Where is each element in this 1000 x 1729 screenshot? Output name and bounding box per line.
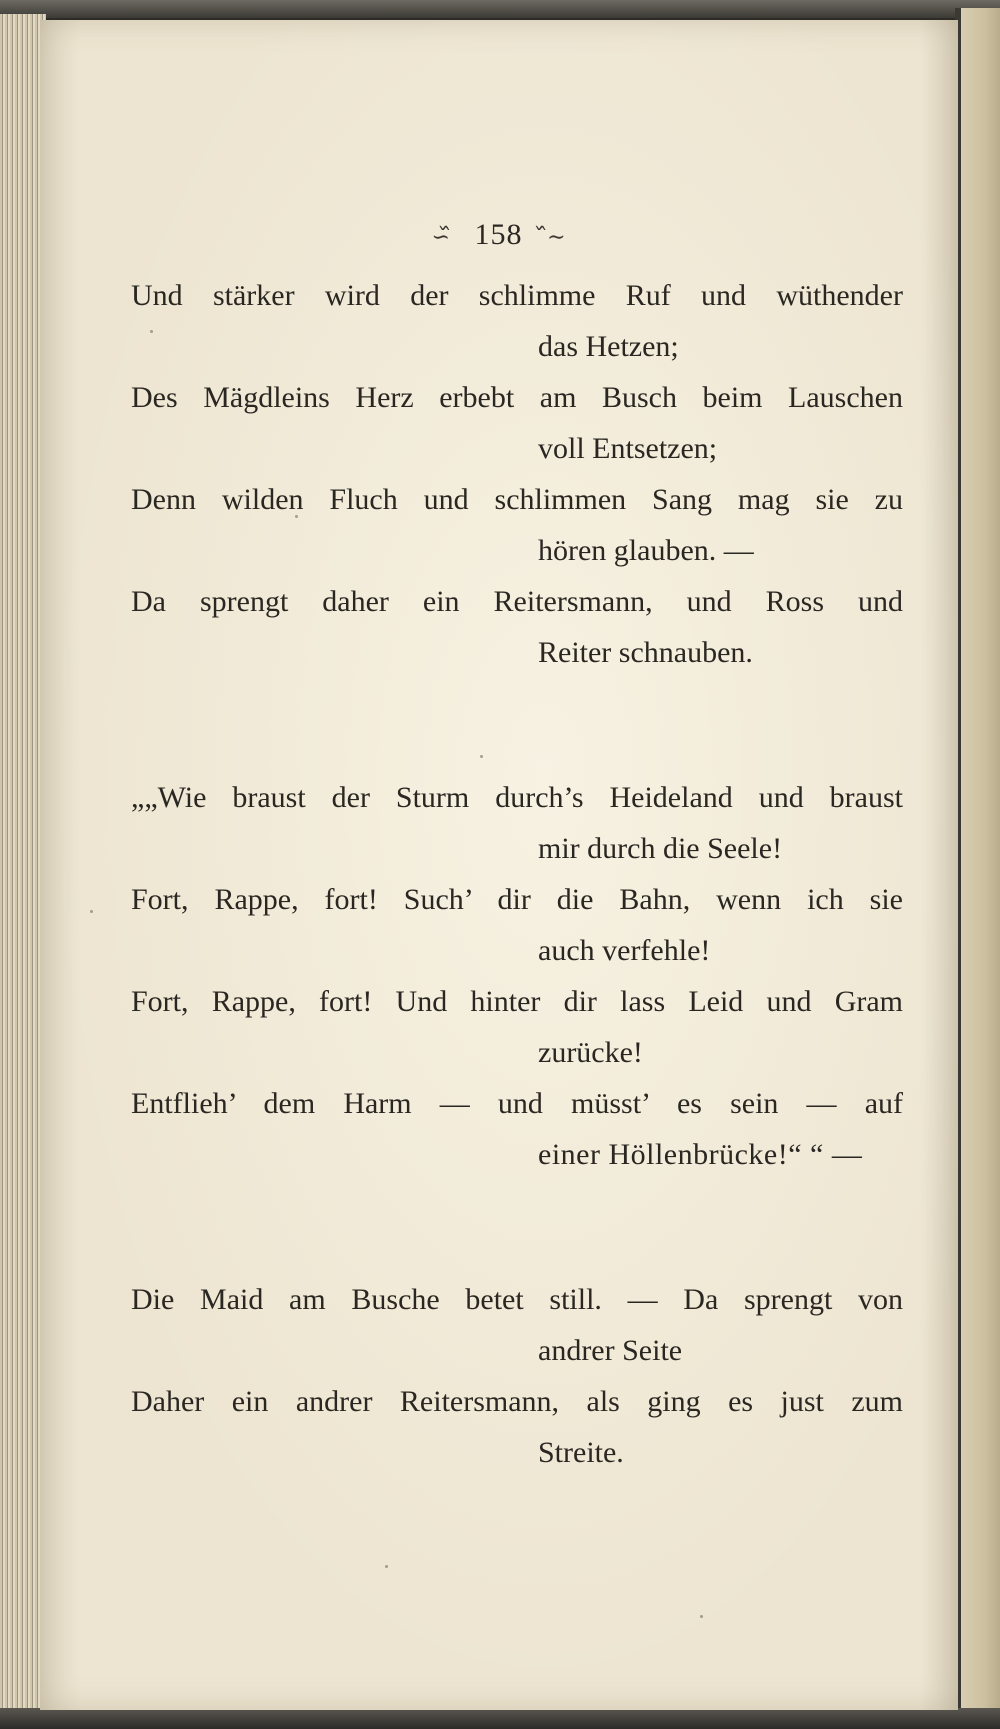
verse-continuation: hören glauben. — [538,534,754,567]
verse-line: Da sprengt daher ein Reitersmann, und Ross und [131,585,903,618]
book-top-edge [0,0,1000,18]
verse-continuation: voll Entsetzen; [538,432,718,465]
verse-continuation: auch verfehle! [538,934,711,967]
verse-line: „„Wie braust der Sturm durch’s Heideland und braust [131,781,903,814]
verse-line: Fort, Rappe, fort! Und hinter dir lass Leid und Gram [131,985,903,1018]
verse-continuation: zurücke! [538,1036,643,1069]
verse-continuation: einer Höllenbrücke!“ “ — [538,1138,863,1171]
page-stack-right [955,8,1000,1708]
verse-line: Die Maid am Busche betet still. — Da sprengt von [131,1283,903,1316]
verse-line: Entflieh’ dem Harm — und müsst’ es sein — auf [131,1087,903,1120]
verse-continuation: andrer Seite [538,1334,683,1367]
verse-line: Des Mägdleins Herz erbebt am Busch beim Lauschen [131,381,903,414]
book-page [40,20,958,1710]
verse-continuation: das Hetzen; [538,330,679,363]
book-bottom-edge [0,1708,1000,1729]
verse-line: Fort, Rappe, fort! Such’ dir die Bahn, wenn ich sie [131,883,903,916]
page-number: 158 [474,218,523,251]
verse-continuation: Streite. [538,1436,624,1469]
verse-continuation: mir durch die Seele! [538,832,783,865]
verse-line: Und stärker wird der schlimme Ruf und wüthender [131,279,903,312]
verse-line: Daher ein andrer Reitersmann, als ging es just zum [131,1385,903,1418]
page-header [40,218,958,252]
verse-continuation: Reiter schnauben. [538,636,753,669]
ornament-right-icon: ᷈∼ [546,225,567,250]
verse-line: Denn wilden Fluch und schlimmen Sang mag sie zu [131,483,903,516]
ornament-left-icon: ∽᷈ [431,225,451,250]
